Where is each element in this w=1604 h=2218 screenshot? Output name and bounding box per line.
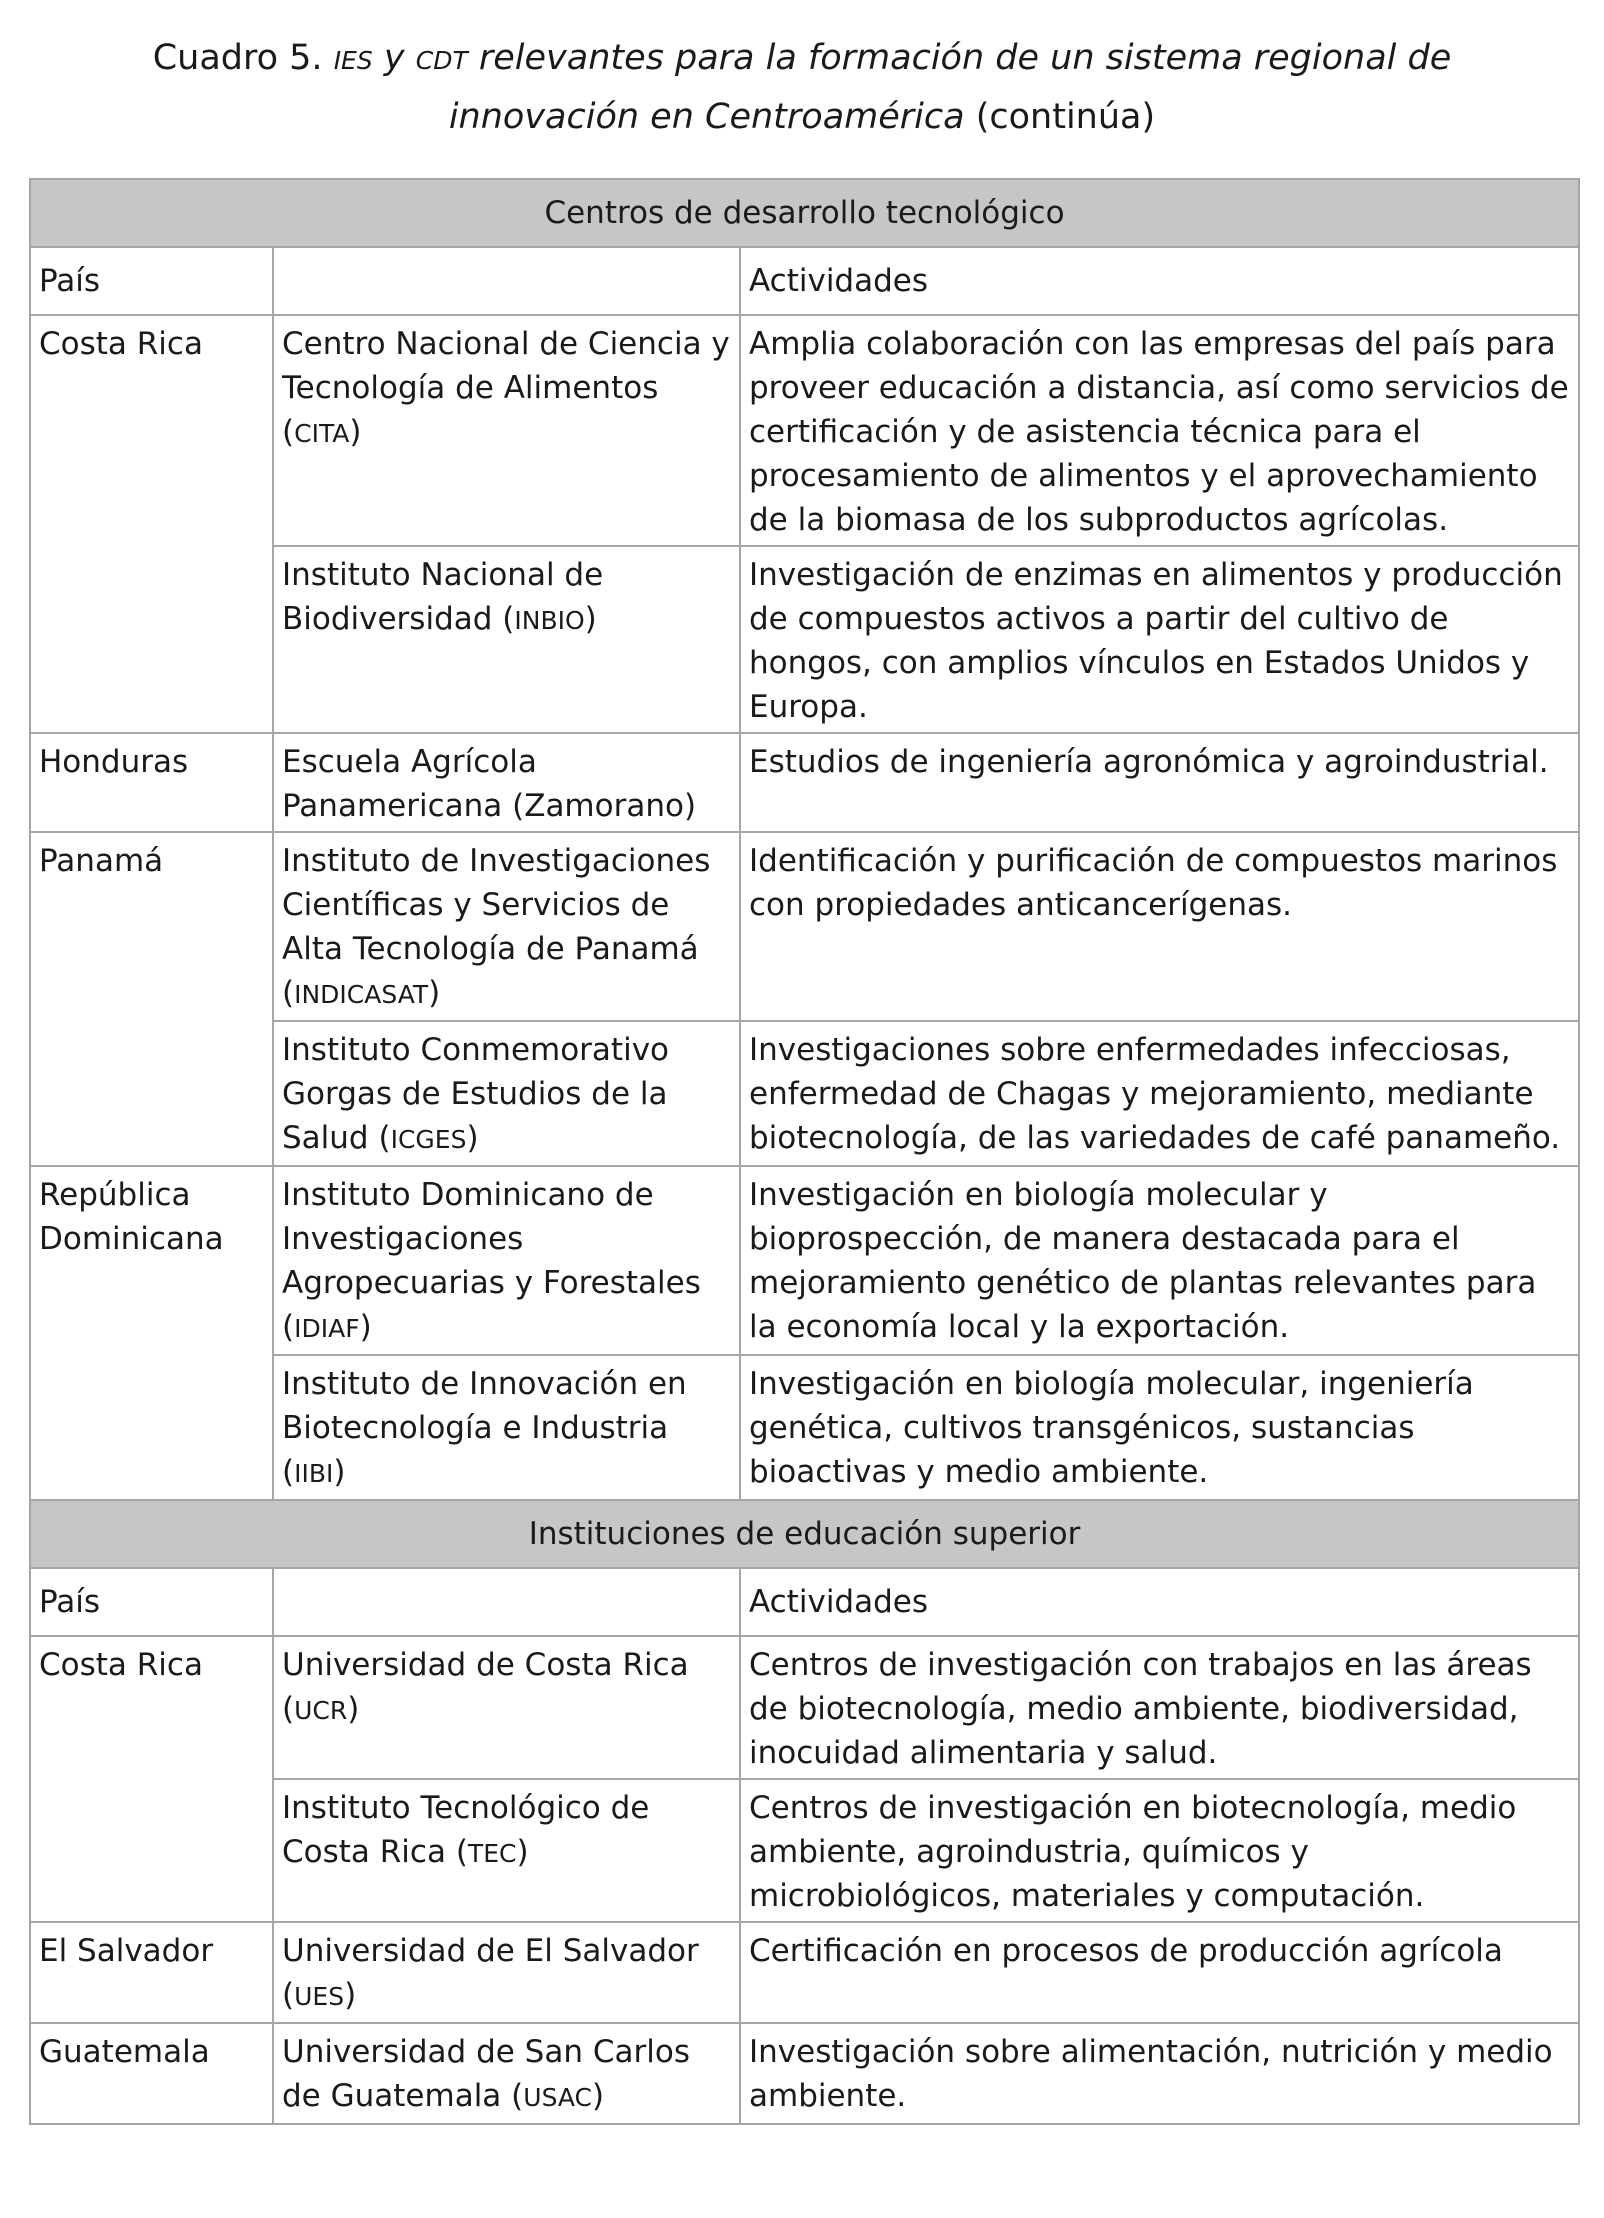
institution-name: Instituto de Innovación en Biotecnología e Industria — [282, 1366, 687, 1446]
activities-cell: Investigación de enzimas en alimentos y producción de compuestos activos a partir del cultivo de hongos, con amplios vínculos en Estados Unidos y Europa. — [740, 546, 1579, 733]
column-header-institution — [273, 247, 740, 315]
column-header-activities: Actividades — [740, 247, 1579, 315]
institution-cell: Centro Nacional de Ciencia y Tecnología de Alimentos (CITA) — [273, 315, 740, 546]
institution-abbreviation: IIBI — [294, 1459, 334, 1488]
column-header-row — [30, 247, 1579, 315]
activities-cell: Centros de investigación en biotecnología, medio ambiente, agroindustria, químicos y microbiológicos, materiales y computación. — [740, 1779, 1579, 1922]
institution-name: Escuela Agrícola Panamericana (Zamorano) — [282, 744, 697, 824]
column-header-row — [30, 1568, 1579, 1636]
caption-abbr-cdt: CDT — [415, 46, 468, 75]
institution-cell: Instituto de Investigaciones Científicas y Servicios de Alta Tecnología de Panamá (INDICASAT) — [273, 832, 740, 1021]
caption-note: (continúa) — [975, 97, 1156, 137]
table-row — [30, 1636, 1579, 1779]
column-header-institution — [273, 1568, 740, 1636]
institutions-table — [29, 178, 1580, 2125]
activities-cell: Investigaciones sobre enfermedades infecciosas, enfermedad de Chagas y mejoramiento, mediante biotecnología, de las variedades de café panameño. — [740, 1021, 1579, 1166]
institution-cell: Universidad de San Carlos de Guatemala (USAC) — [273, 2023, 740, 2124]
institution-name: Instituto Nacional de Biodiversidad — [282, 557, 604, 637]
country-cell: Costa Rica — [30, 315, 273, 733]
country-cell: Guatemala — [30, 2023, 273, 2124]
section-title: Instituciones de educación superior — [30, 1500, 1579, 1568]
institution-name: Instituto Dominicano de Investigaciones Agropecuarias y Forestales — [282, 1177, 701, 1301]
table-row — [30, 1922, 1579, 2023]
institution-name: Instituto Tecnológico de Costa Rica — [282, 1790, 650, 1870]
institution-cell: Instituto de Innovación en Biotecnología e Industria (IIBI) — [273, 1355, 740, 1500]
table-row — [30, 733, 1579, 832]
activities-cell: Investigación en biología molecular y bioprospección, de manera destacada para el mejoramiento genético de plantas relevantes para la economía local y la exportación. — [740, 1166, 1579, 1355]
institution-cell: Instituto Dominicano de Investigaciones Agropecuarias y Forestales (IDIAF) — [273, 1166, 740, 1355]
institution-cell: Instituto Tecnológico de Costa Rica (TEC) — [273, 1779, 740, 1922]
section-header-row — [30, 179, 1579, 247]
institution-name: Universidad de Costa Rica — [282, 1647, 689, 1683]
activities-cell: Investigación en biología molecular, ingeniería genética, cultivos transgénicos, sustancias bioactivas y medio ambiente. — [740, 1355, 1579, 1500]
institution-abbreviation: INDICASAT — [294, 980, 429, 1009]
institution-abbreviation: USAC — [523, 2083, 593, 2112]
country-cell: República Dominicana — [30, 1166, 273, 1500]
table-row — [30, 1166, 1579, 1355]
institution-name: Universidad de El Salvador — [282, 1933, 699, 1969]
institution-abbreviation: CITA — [294, 419, 350, 448]
table-row — [30, 832, 1579, 1021]
institution-cell — [273, 733, 740, 832]
institution-name: Instituto de Investigaciones Científicas y Servicios de Alta Tecnología de Panamá — [282, 843, 711, 967]
table-row — [30, 2023, 1579, 2124]
table-body — [30, 179, 1579, 2124]
table-row — [30, 315, 1579, 546]
caption-conjunction: y — [383, 38, 405, 78]
institution-abbreviation: UCR — [294, 1696, 348, 1725]
institution-cell: Instituto Conmemorativo Gorgas de Estudios de la Salud (ICGES) — [273, 1021, 740, 1166]
institution-cell: Universidad de El Salvador (UES) — [273, 1922, 740, 2023]
activities-cell: Centros de investigación con trabajos en las áreas de biotecnología, medio ambiente, biodiversidad, inocuidad alimentaria y salud. — [740, 1636, 1579, 1779]
activities-cell: Estudios de ingeniería agronómica y agroindustrial. — [740, 733, 1579, 832]
caption-label: Cuadro 5. — [152, 38, 323, 78]
caption-title: relevantes para la formación de un sistema regional de innovación en Centroamérica — [448, 38, 1452, 137]
country-cell: Panamá — [30, 832, 273, 1166]
section-header-row — [30, 1500, 1579, 1568]
institution-name: Instituto Conmemorativo Gorgas de Estudios de la Salud — [282, 1032, 670, 1156]
column-header-activities: Actividades — [740, 1568, 1579, 1636]
institution-name: Universidad de San Carlos de Guatemala — [282, 2034, 690, 2114]
activities-cell: Amplia colaboración con las empresas del país para proveer educación a distancia, así como servicios de certificación y de asistencia técnica para el procesamiento de alimentos y el aprovechamiento de la biomasa de los subproductos agrícolas. — [740, 315, 1579, 546]
activities-cell: Investigación sobre alimentación, nutrición y medio ambiente. — [740, 2023, 1579, 2124]
activities-cell: Certificación en procesos de producción agrícola — [740, 1922, 1579, 2023]
country-cell: Costa Rica — [30, 1636, 273, 1922]
institution-cell: Universidad de Costa Rica (UCR) — [273, 1636, 740, 1779]
institution-abbreviation: ICGES — [390, 1125, 467, 1154]
activities-cell: Identificación y purificación de compuestos marinos con propiedades anticancerígenas. — [740, 832, 1579, 1021]
caption-abbr-ies: IES — [333, 46, 373, 75]
institution-abbreviation: TEC — [467, 1839, 517, 1868]
country-cell: Honduras — [30, 733, 273, 832]
institution-abbreviation: IDIAF — [294, 1314, 360, 1343]
institution-abbreviation: UES — [294, 1982, 345, 2011]
institution-cell: Instituto Nacional de Biodiversidad (INBIO) — [273, 546, 740, 733]
column-header-country: País — [30, 1568, 273, 1636]
country-cell: El Salvador — [30, 1922, 273, 2023]
institution-name: Centro Nacional de Ciencia y Tecnología de Alimentos — [282, 326, 730, 406]
table-caption — [90, 30, 1514, 145]
section-title: Centros de desarrollo tecnológico — [30, 179, 1579, 247]
institution-abbreviation: INBIO — [514, 606, 585, 635]
column-header-country: País — [30, 247, 273, 315]
